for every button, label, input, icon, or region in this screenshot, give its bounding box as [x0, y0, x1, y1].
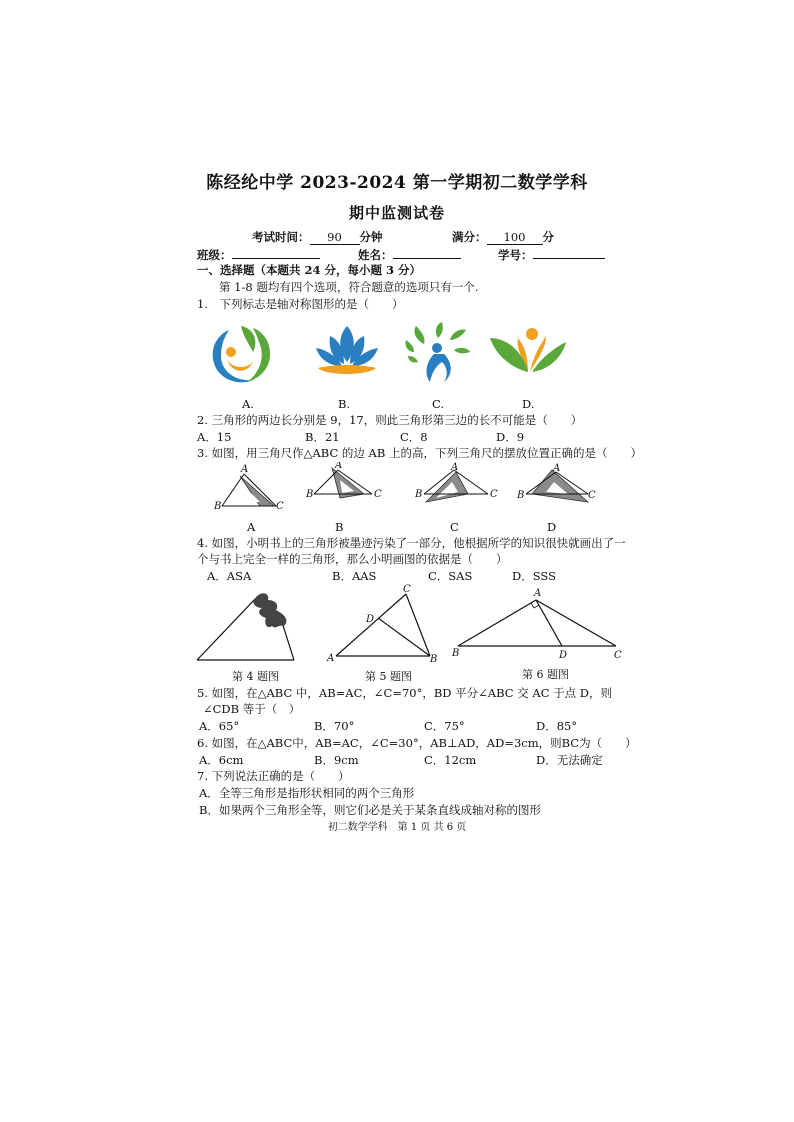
q3a-point-b: B — [214, 501, 222, 512]
time-value: 90 — [310, 230, 360, 245]
fig5-point-d: D — [366, 614, 375, 625]
name-blank[interactable] — [393, 246, 461, 259]
q3a-point-c: C — [276, 501, 284, 512]
figure-6 — [450, 586, 626, 662]
question-1: 1. 下列标志是轴对称图形的是（ ） — [197, 297, 404, 311]
fig6-point-d: D — [559, 650, 568, 661]
exam-time-row — [252, 229, 383, 245]
class-field — [197, 246, 320, 263]
question-3: 3. 如图，用三角尺作△ABC 的边 AB 上的高，下列三角尺的摆放位置正确的是（ ） — [197, 446, 642, 460]
q3-option-a: A — [247, 520, 256, 534]
q3a-point-a: A — [241, 464, 249, 475]
fig5-point-a: A — [327, 653, 335, 664]
question-6: 6. 如图，在△ABC中，AB=AC，∠C=30°，AB⊥AD，AD=3cm，则BC为（ ） — [197, 736, 637, 750]
q5-option-a: A．65° — [199, 719, 240, 733]
question-5-line1: 5. 如图，在△ABC 中，AB=AC，∠C=70°，BD 平分∠ABC 交 AC 于点 D，则 — [197, 686, 613, 700]
q3-figure-c — [410, 462, 502, 514]
time-label: 考试时间： — [252, 230, 310, 244]
q1-option-d: D. — [522, 397, 535, 411]
id-blank[interactable] — [533, 246, 605, 259]
id-label: 学号： — [498, 248, 533, 262]
q7-option-b: B．如果两个三角形全等，则它们必是关于某条直线成轴对称的图形 — [199, 803, 541, 817]
q3d-point-b: B — [517, 490, 525, 501]
page-footer: 初二数学学科 第 1 页 共 6 页 — [327, 822, 467, 833]
logo-b — [310, 322, 384, 380]
fig5-point-b: B — [430, 654, 438, 665]
exam-title: 陈经纶中学 2023-2024 第一学期初二数学学科 — [206, 173, 588, 193]
q5-option-d: D．85° — [536, 719, 578, 733]
q7-option-a: A．全等三角形是指形状相同的两个三角形 — [199, 786, 415, 800]
q6-option-d: D．无法确定 — [536, 753, 603, 767]
full-score-row — [452, 229, 554, 245]
q3-figure-a — [210, 462, 290, 514]
section-note: 第 1-8 题均有四个选项，符合题意的选项只有一个. — [219, 280, 479, 294]
q2-option-d: D．9 — [496, 430, 525, 444]
q2-option-a: A．15 — [197, 430, 232, 444]
q1-option-a: A. — [242, 397, 254, 411]
time-unit: 分钟 — [359, 230, 383, 244]
exam-subtitle: 期中监测试卷 — [348, 204, 445, 222]
q3d-point-a: A — [553, 463, 561, 474]
q3c-point-c: C — [490, 489, 498, 500]
q4-option-a: A．ASA — [207, 569, 252, 583]
question-4-line2: 个与书上完全一样的三角形，那么小明画图的依据是（ ） — [197, 552, 508, 566]
figure-4-caption: 第 4 题图 — [232, 670, 279, 683]
q3b-point-a: A — [335, 462, 343, 471]
section-heading: 一、选择题（本题共 24 分，每小题 3 分） — [197, 263, 422, 277]
question-5-line2: ∠CDB 等于（ ） — [203, 702, 301, 716]
q6-option-a: A．6cm — [199, 753, 244, 767]
q6-option-b: B．9cm — [314, 753, 359, 767]
q1-option-b: B. — [338, 397, 351, 411]
q3c-point-b: B — [415, 489, 423, 500]
fig6-point-c: C — [614, 650, 622, 661]
figure-6-caption: 第 6 题图 — [522, 668, 569, 681]
q3-option-c: C — [450, 520, 459, 534]
class-label: 班级： — [197, 248, 232, 262]
question-2: 2. 三角形的两边长分别是 9，17，则此三角形第三边的长不可能是（ ） — [197, 413, 583, 427]
logo-d — [488, 324, 568, 376]
figure-5-caption: 第 5 题图 — [365, 670, 412, 683]
q5-option-c: C．75° — [424, 719, 465, 733]
figure-5 — [324, 582, 444, 666]
question-4-line1: 4. 如图，小明书上的三角形被墨迹污染了一部分，他根据所学的知识很快就画出了一 — [197, 536, 626, 550]
q3d-point-c: C — [588, 490, 596, 501]
q3-figure-b — [302, 462, 388, 514]
name-field — [358, 246, 461, 263]
q3-figure-d — [512, 462, 600, 514]
logo-c — [404, 322, 470, 386]
q4-option-c: C．SAS — [428, 569, 473, 583]
q6-option-c: C．12cm — [424, 753, 477, 767]
score-value: 100 — [487, 230, 543, 245]
figure-4 — [194, 586, 298, 664]
fig6-point-b: B — [452, 648, 460, 659]
fig5-point-c: C — [403, 584, 411, 595]
q1-option-c: C. — [432, 397, 445, 411]
score-unit: 分 — [542, 230, 554, 244]
q4-option-d: D．SSS — [512, 569, 556, 583]
q3-option-b: B — [335, 520, 344, 534]
q2-option-c: C．8 — [400, 430, 428, 444]
q3-option-d: D — [547, 520, 557, 534]
q4-option-b: B．AAS — [332, 569, 377, 583]
student-id-field — [498, 246, 605, 263]
logo-a — [207, 322, 277, 388]
q5-option-b: B．70° — [314, 719, 355, 733]
q2-option-b: B．21 — [305, 430, 340, 444]
score-label: 满分： — [452, 230, 487, 244]
question-7: 7. 下列说法正确的是（ ） — [197, 769, 350, 783]
name-label: 姓名： — [358, 248, 393, 262]
class-blank[interactable] — [232, 246, 320, 259]
q3c-point-a: A — [451, 462, 459, 473]
fig6-point-a: A — [534, 588, 542, 599]
q3b-point-c: C — [374, 489, 382, 500]
q3b-point-b: B — [306, 489, 314, 500]
